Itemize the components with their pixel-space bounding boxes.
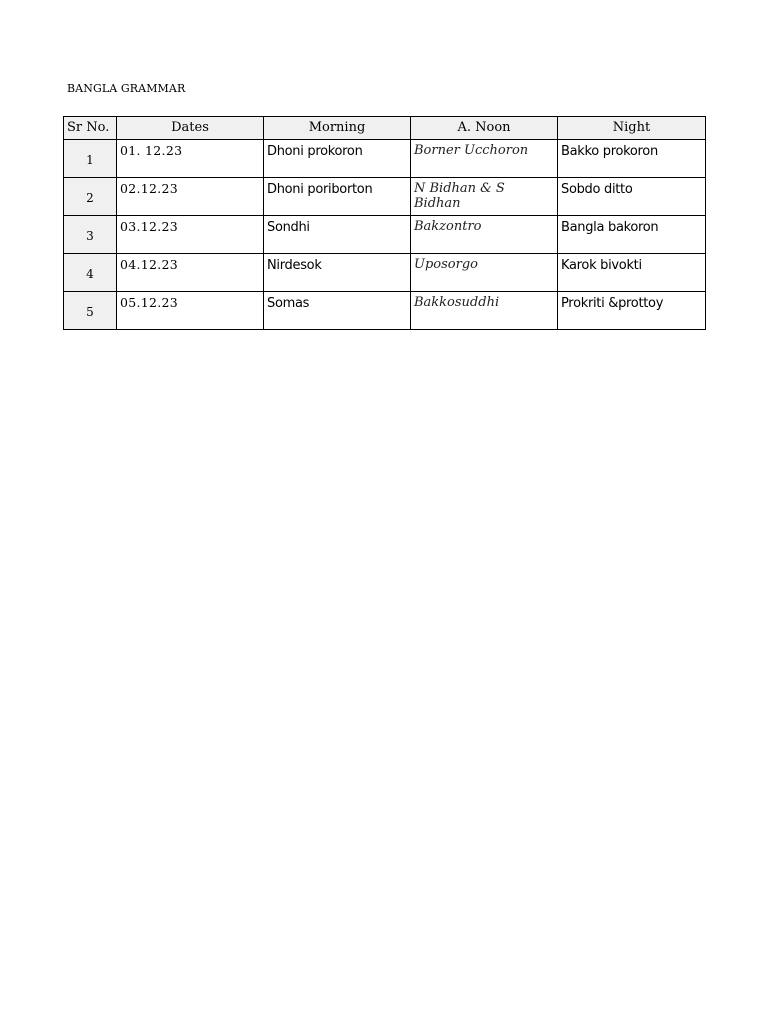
cell-morning: Dhoni poriborton [264,178,411,216]
cell-morning: Dhoni prokoron [264,140,411,178]
header-sr-no: Sr No. [64,117,117,140]
cell-date: 04.12.23 [117,254,264,292]
cell-afternoon: Bakkosuddhi [411,292,558,330]
table-row [64,216,706,254]
cell-date: 05.12.23 [117,292,264,330]
cell-morning: Nirdesok [264,254,411,292]
cell-sr-no: 5 [64,292,117,330]
table-row [64,292,706,330]
cell-sr-no: 3 [64,216,117,254]
cell-sr-no: 1 [64,140,117,178]
cell-night: Bangla bakoron [558,216,706,254]
table-header-row [64,117,706,140]
cell-sr-no: 2 [64,178,117,216]
cell-night: Prokriti &prottoy [558,292,706,330]
cell-afternoon: Bakzontro [411,216,558,254]
cell-afternoon: N Bidhan & S Bidhan [411,178,558,216]
cell-date: 03.12.23 [117,216,264,254]
cell-night: Bakko prokoron [558,140,706,178]
cell-morning: Somas [264,292,411,330]
header-dates: Dates [117,117,264,140]
cell-morning: Sondhi [264,216,411,254]
cell-afternoon: Borner Ucchoron [411,140,558,178]
cell-date: 02.12.23 [117,178,264,216]
header-night: Night [558,117,706,140]
cell-night: Sobdo ditto [558,178,706,216]
table-row [64,254,706,292]
cell-afternoon: Uposorgo [411,254,558,292]
table-row [64,178,706,216]
header-morning: Morning [264,117,411,140]
cell-sr-no: 4 [64,254,117,292]
cell-night: Karok bivokti [558,254,706,292]
document-title: BANGLA GRAMMAR [67,82,186,95]
schedule-table [63,116,706,330]
table-row [64,140,706,178]
cell-date: 01. 12.23 [117,140,264,178]
header-afternoon: A. Noon [411,117,558,140]
